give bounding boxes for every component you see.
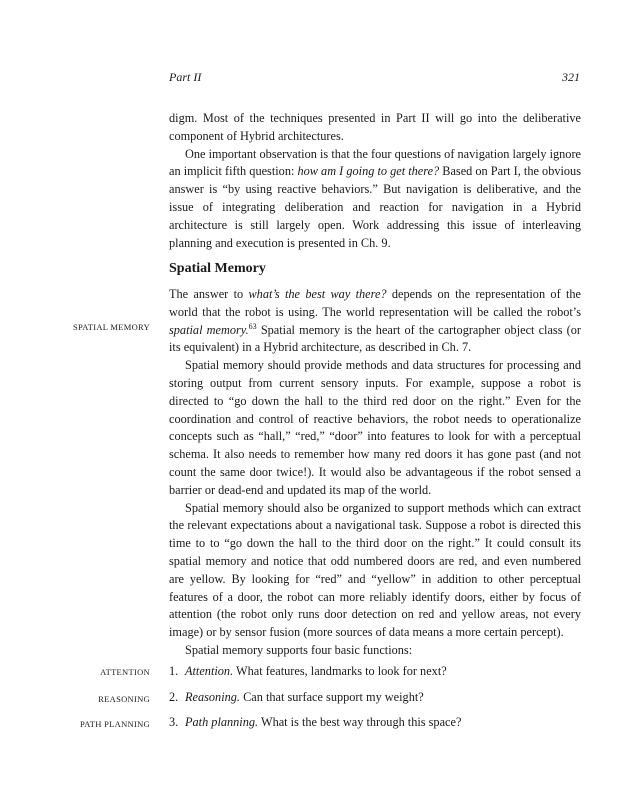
list-item-number: 3. [169,715,179,729]
list-item-text: What features, landmarks to look for next? [233,664,447,678]
list-item-term: Path planning. [185,715,259,729]
section-p1-text-c: Spatial memory is the heart of the cartographer object class (or its equivalent) in a Hybrid architecture, as described in Ch. 7. [169,322,582,355]
list-item-number: 1. [169,664,179,678]
list-item-term: Attention. [185,664,234,678]
section-p1-text-a: The answer to [169,287,249,301]
running-header-part: Part II [169,70,202,84]
list-item [169,714,581,731]
list-item [169,663,581,680]
section-paragraph-4: Spatial memory supports four basic functions: [185,642,413,657]
margin-note-path-planning: PATH PLANNING [80,719,150,729]
section-body [169,286,581,660]
margin-note-reasoning: REASONING [98,694,150,704]
footnote-reference[interactable]: 63 [248,321,257,331]
section-paragraph-3: Spatial memory should also be organized to support methods which can extract the relevant expectations about a navigational task. Suppose a robot is directed this time to to “go down the hall to the third door on the right.” It could consult its spatial memory and notice that odd numbered doors are red, and even numbered are yellow. By looking for “red” and “yellow” in addition to other perceptual features of a door, the robot can more reliably identify doors, either by focus of attention (the robot only runs door detection on red and yellow areas, not every image) or by sensor fusion (more sources of data means a more certain percept). [169,500,581,640]
list-item-text: What is the best way through this space? [258,715,462,729]
section-heading: Spatial Memory [169,261,266,276]
margin-note-attention: ATTENTION [100,667,150,677]
section-p1-emphasis-1: what’s the best way there? [248,287,387,301]
list-item-text: Can that surface support my weight? [240,690,424,704]
intro-paragraph-2 [169,146,581,253]
list-item-number: 2. [169,690,179,704]
intro-text [169,110,581,252]
intro-p2-text-b: Based on Part I, the obvious answer is “by using reactive behaviors.” But navigation is deliberative, and the issue of integrating deliberation and reaction for navigation in a Hybrid architecture is still largely open. Work addressing this issue of interleaving planning and execution is presented in Ch. 9. [169,164,581,250]
section-paragraph-1 [169,286,581,357]
page-number: 321 [562,70,580,84]
intro-paragraph-1: digm. Most of the techniques presented in Part II will go into the deliberative component of Hybrid architectures. [169,111,581,143]
section-p1-emphasis-2: spatial memory. [169,322,249,337]
section-paragraph-2: Spatial memory should provide methods and data structures for processing and storing output from current sensory inputs. For example, suppose a robot is directed to “go down the hall to the third red door on the right.” Even for the coordination and control of reactive behaviors, the robot needs to operationalize concepts such as “hall,” “red,” “door” into features to look for with a perceptual schema. It also needs to remember how many red doors it has gone past (and not count the same door twice!). It would also be advantageous if the robot sensed a barrier or dead-end and updated its map of the world. [169,358,581,497]
section-p1-text-b: depends on the representation of the world that the robot is using. The world representation will be called the robot’s [169,287,582,319]
margin-note-spatial-memory: SPATIAL MEMORY [72,322,150,332]
intro-p2-emphasis: how am I going to get there? [297,164,440,179]
intro-p2-text-a: One important observation is that the four questions of navigation largely ignore an implicit fifth question: [169,146,581,179]
list-item [169,689,581,706]
list-item-term: Reasoning. [185,690,240,704]
